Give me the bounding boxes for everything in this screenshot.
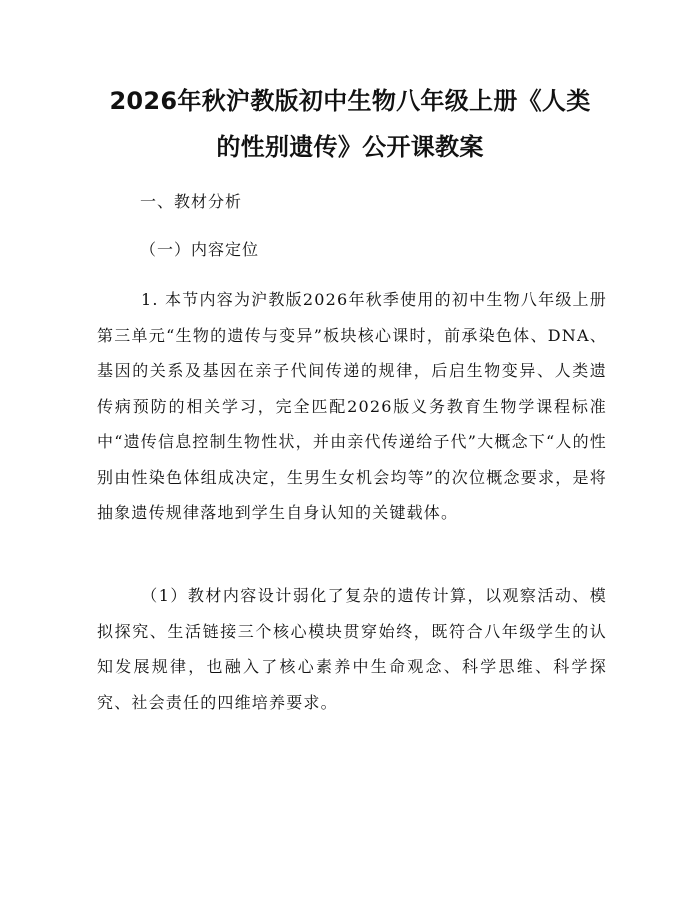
- paragraph-1: [97, 282, 607, 531]
- paragraph-2-text: （1）教材内容设计弱化了复杂的遗传计算，以观察活动、模拟探究、生活链接三个核心模块贯穿始终，既符合八年级学生的认知发展规律，也融入了核心素养中生命观念、科学思维、科学探究、社会责任的四维培养要求。: [97, 586, 607, 712]
- paragraph-1-text: 1. 本节内容为沪教版2026年秋季使用的初中生物八年级上册第三单元“生物的遗传与变异”板块核心课时，前承染色体、DNA、基因的关系及基因在亲子代间传递的规律，后启生物变异、人类遗传病预防的相关学习，完全匹配2026版义务教育生物学课程标准中“遗传信息控制生物性状，并由亲代传递给子代”大概念下“人的性别由性染色体组成决定，生男生女机会均等”的次位概念要求，是将抽象遗传规律落地到学生自身认知的关键载体。: [97, 290, 607, 522]
- section-heading-textbook-analysis: 一、教材分析: [140, 192, 243, 211]
- title-line-1: 2026年秋沪教版初中生物八年级上册《人类: [109, 87, 591, 115]
- subsection-heading-content-positioning: （一）内容定位: [140, 240, 260, 259]
- paragraph-2: [97, 578, 607, 720]
- title-line-2: 的性别遗传》公开课教案: [216, 133, 484, 161]
